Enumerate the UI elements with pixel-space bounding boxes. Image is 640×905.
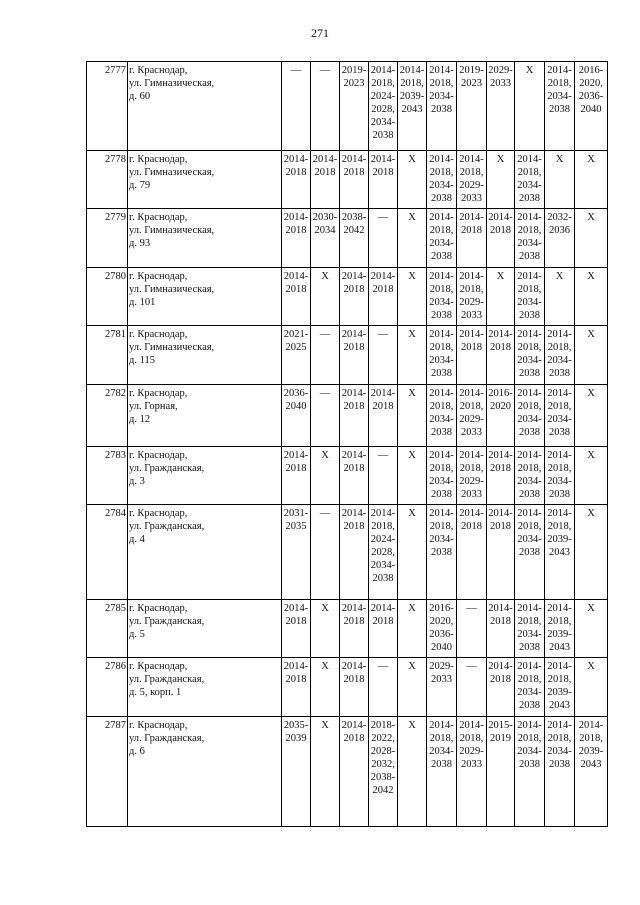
period-cell: —: [311, 326, 340, 385]
period-cell: 2014- 2018: [369, 385, 398, 447]
period-cell: 2036- 2040: [282, 385, 311, 447]
period-cell: —: [369, 658, 398, 717]
period-cell: 2014- 2018, 2034- 2038: [427, 209, 457, 268]
period-cell: 2035- 2039: [282, 717, 311, 827]
period-cell: 2014- 2018, 2039- 2043: [545, 658, 575, 717]
period-cell: X: [398, 717, 427, 827]
period-cell: X: [545, 268, 575, 326]
period-cell: 2014- 2018: [340, 385, 369, 447]
period-cell: 2016- 2020: [487, 385, 515, 447]
address-cell: г. Краснодар, ул. Гражданская, д. 5, корп. 1: [128, 658, 282, 717]
table-row: [87, 717, 608, 827]
period-cell: 2014- 2018, 2034- 2038: [515, 209, 545, 268]
period-cell: 2018- 2022, 2028- 2032, 2038- 2042: [369, 717, 398, 827]
period-cell: 2014- 2018: [487, 658, 515, 717]
table-row: [87, 505, 608, 600]
period-cell: 2014- 2018, 2034- 2038: [427, 268, 457, 326]
row-number: 2778: [87, 151, 128, 209]
table-row: [87, 447, 608, 505]
period-cell: 2029- 2033: [427, 658, 457, 717]
period-cell: 2014- 2018: [340, 505, 369, 600]
row-number: 2781: [87, 326, 128, 385]
period-cell: 2016- 2020, 2036- 2040: [427, 600, 457, 658]
period-cell: X: [487, 151, 515, 209]
period-cell: X: [398, 209, 427, 268]
period-cell: 2014- 2018: [340, 658, 369, 717]
table-row: [87, 151, 608, 209]
period-cell: —: [369, 326, 398, 385]
period-cell: 2014- 2018, 2029- 2033: [457, 447, 487, 505]
period-cell: 2014- 2018, 2034- 2038: [515, 151, 545, 209]
period-cell: X: [398, 268, 427, 326]
period-cell: 2014- 2018: [487, 447, 515, 505]
period-cell: 2014- 2018, 2034- 2038: [545, 62, 575, 151]
period-cell: 2014- 2018: [340, 326, 369, 385]
table-row: [87, 385, 608, 447]
period-cell: 2029- 2033: [487, 62, 515, 151]
period-cell: X: [398, 447, 427, 505]
address-cell: г. Краснодар, ул. Гражданская, д. 6: [128, 717, 282, 827]
period-cell: 2014- 2018: [457, 326, 487, 385]
row-number: 2786: [87, 658, 128, 717]
period-cell: X: [311, 447, 340, 505]
period-cell: 2014- 2018, 2034- 2038: [545, 326, 575, 385]
period-cell: 2015- 2019: [487, 717, 515, 827]
period-cell: 2014- 2018, 2034- 2038: [515, 326, 545, 385]
period-cell: 2014- 2018: [487, 600, 515, 658]
address-cell: г. Краснодар, ул. Горная, д. 12: [128, 385, 282, 447]
period-cell: 2019- 2023: [340, 62, 369, 151]
period-cell: X: [311, 268, 340, 326]
table-row: [87, 600, 608, 658]
period-cell: X: [487, 268, 515, 326]
period-cell: 2014- 2018, 2034- 2038: [545, 447, 575, 505]
period-cell: —: [282, 62, 311, 151]
period-cell: 2014- 2018: [282, 447, 311, 505]
period-cell: 2016- 2020, 2036- 2040: [575, 62, 608, 151]
period-cell: 2014- 2018, 2039- 2043: [545, 505, 575, 600]
table-row: [87, 658, 608, 717]
period-cell: 2014- 2018: [487, 209, 515, 268]
period-cell: 2014- 2018, 2034- 2038: [515, 447, 545, 505]
address-cell: г. Краснодар, ул. Гимназическая, д. 93: [128, 209, 282, 268]
period-cell: X: [398, 505, 427, 600]
period-cell: 2014- 2018, 2034- 2038: [515, 658, 545, 717]
row-number: 2784: [87, 505, 128, 600]
period-cell: 2014- 2018, 2034- 2038: [427, 447, 457, 505]
period-cell: —: [311, 62, 340, 151]
address-cell: г. Краснодар, ул. Гимназическая, д. 79: [128, 151, 282, 209]
period-cell: 2014- 2018, 2034- 2038: [515, 600, 545, 658]
period-cell: 2014- 2018, 2034- 2038: [427, 326, 457, 385]
period-cell: X: [311, 717, 340, 827]
schedule-table: [86, 61, 608, 827]
period-cell: —: [311, 505, 340, 600]
period-cell: X: [398, 658, 427, 717]
period-cell: X: [575, 505, 608, 600]
period-cell: 2032- 2036: [545, 209, 575, 268]
row-number: 2782: [87, 385, 128, 447]
address-cell: г. Краснодар, ул. Гимназическая, д. 60: [128, 62, 282, 151]
period-cell: 2014- 2018, 2034- 2038: [427, 717, 457, 827]
period-cell: —: [457, 658, 487, 717]
period-cell: X: [575, 600, 608, 658]
period-cell: 2014- 2018: [340, 268, 369, 326]
period-cell: —: [311, 385, 340, 447]
period-cell: 2014- 2018, 2024- 2028, 2034- 2038: [369, 62, 398, 151]
period-cell: 2014- 2018, 2039- 2043: [575, 717, 608, 827]
period-cell: 2014- 2018, 2034- 2038: [427, 151, 457, 209]
table-row: [87, 326, 608, 385]
period-cell: X: [575, 209, 608, 268]
period-cell: 2014- 2018: [369, 268, 398, 326]
row-number: 2787: [87, 717, 128, 827]
period-cell: 2014- 2018: [340, 447, 369, 505]
period-cell: 2014- 2018: [311, 151, 340, 209]
period-cell: 2014- 2018, 2034- 2038: [515, 717, 545, 827]
period-cell: 2014- 2018, 2039- 2043: [545, 600, 575, 658]
period-cell: 2014- 2018: [369, 151, 398, 209]
period-cell: 2014- 2018: [282, 209, 311, 268]
period-cell: 2014- 2018: [487, 505, 515, 600]
period-cell: X: [575, 326, 608, 385]
period-cell: X: [575, 151, 608, 209]
row-number: 2785: [87, 600, 128, 658]
period-cell: 2014- 2018: [457, 505, 487, 600]
period-cell: 2014- 2018, 2034- 2038: [427, 62, 457, 151]
period-cell: 2014- 2018, 2039- 2043: [398, 62, 427, 151]
period-cell: 2014- 2018: [282, 600, 311, 658]
table-row: [87, 209, 608, 268]
period-cell: 2014- 2018: [457, 209, 487, 268]
period-cell: X: [515, 62, 545, 151]
period-cell: 2014- 2018, 2029- 2033: [457, 268, 487, 326]
period-cell: 2038- 2042: [340, 209, 369, 268]
page-number: 271: [311, 26, 329, 40]
period-cell: 2030- 2034: [311, 209, 340, 268]
period-cell: X: [545, 151, 575, 209]
period-cell: 2014- 2018, 2034- 2038: [515, 385, 545, 447]
table-row: [87, 62, 608, 151]
period-cell: X: [398, 326, 427, 385]
address-cell: г. Краснодар, ул. Гимназическая, д. 101: [128, 268, 282, 326]
period-cell: 2014- 2018, 2034- 2038: [427, 505, 457, 600]
period-cell: X: [398, 600, 427, 658]
period-cell: —: [369, 447, 398, 505]
period-cell: X: [311, 600, 340, 658]
table-row: [87, 268, 608, 326]
period-cell: X: [311, 658, 340, 717]
row-number: 2783: [87, 447, 128, 505]
row-number: 2780: [87, 268, 128, 326]
period-cell: 2031- 2035: [282, 505, 311, 600]
period-cell: 2014- 2018, 2034- 2038: [427, 385, 457, 447]
period-cell: —: [457, 600, 487, 658]
period-cell: 2014- 2018: [282, 151, 311, 209]
period-cell: 2014- 2018, 2029- 2033: [457, 717, 487, 827]
address-cell: г. Краснодар, ул. Гражданская, д. 4: [128, 505, 282, 600]
period-cell: 2019- 2023: [457, 62, 487, 151]
period-cell: 2014- 2018, 2024- 2028, 2034- 2038: [369, 505, 398, 600]
period-cell: 2014- 2018: [340, 717, 369, 827]
period-cell: 2014- 2018, 2029- 2033: [457, 151, 487, 209]
address-cell: г. Краснодар, ул. Гражданская, д. 5: [128, 600, 282, 658]
row-number: 2777: [87, 62, 128, 151]
period-cell: X: [575, 268, 608, 326]
period-cell: 2014- 2018: [487, 326, 515, 385]
period-cell: 2014- 2018: [282, 268, 311, 326]
period-cell: 2014- 2018, 2034- 2038: [545, 385, 575, 447]
period-cell: 2014- 2018, 2034- 2038: [515, 268, 545, 326]
period-cell: X: [575, 447, 608, 505]
period-cell: 2014- 2018, 2029- 2033: [457, 385, 487, 447]
period-cell: 2014- 2018, 2034- 2038: [545, 717, 575, 827]
row-number: 2779: [87, 209, 128, 268]
period-cell: 2014- 2018: [282, 658, 311, 717]
period-cell: 2014- 2018: [340, 600, 369, 658]
period-cell: X: [398, 151, 427, 209]
period-cell: 2014- 2018, 2034- 2038: [515, 505, 545, 600]
address-cell: г. Краснодар, ул. Гимназическая, д. 115: [128, 326, 282, 385]
period-cell: —: [369, 209, 398, 268]
period-cell: 2021- 2025: [282, 326, 311, 385]
period-cell: X: [575, 658, 608, 717]
period-cell: 2014- 2018: [340, 151, 369, 209]
address-cell: г. Краснодар, ул. Гражданская, д. 3: [128, 447, 282, 505]
period-cell: X: [398, 385, 427, 447]
period-cell: X: [575, 385, 608, 447]
period-cell: 2014- 2018: [369, 600, 398, 658]
